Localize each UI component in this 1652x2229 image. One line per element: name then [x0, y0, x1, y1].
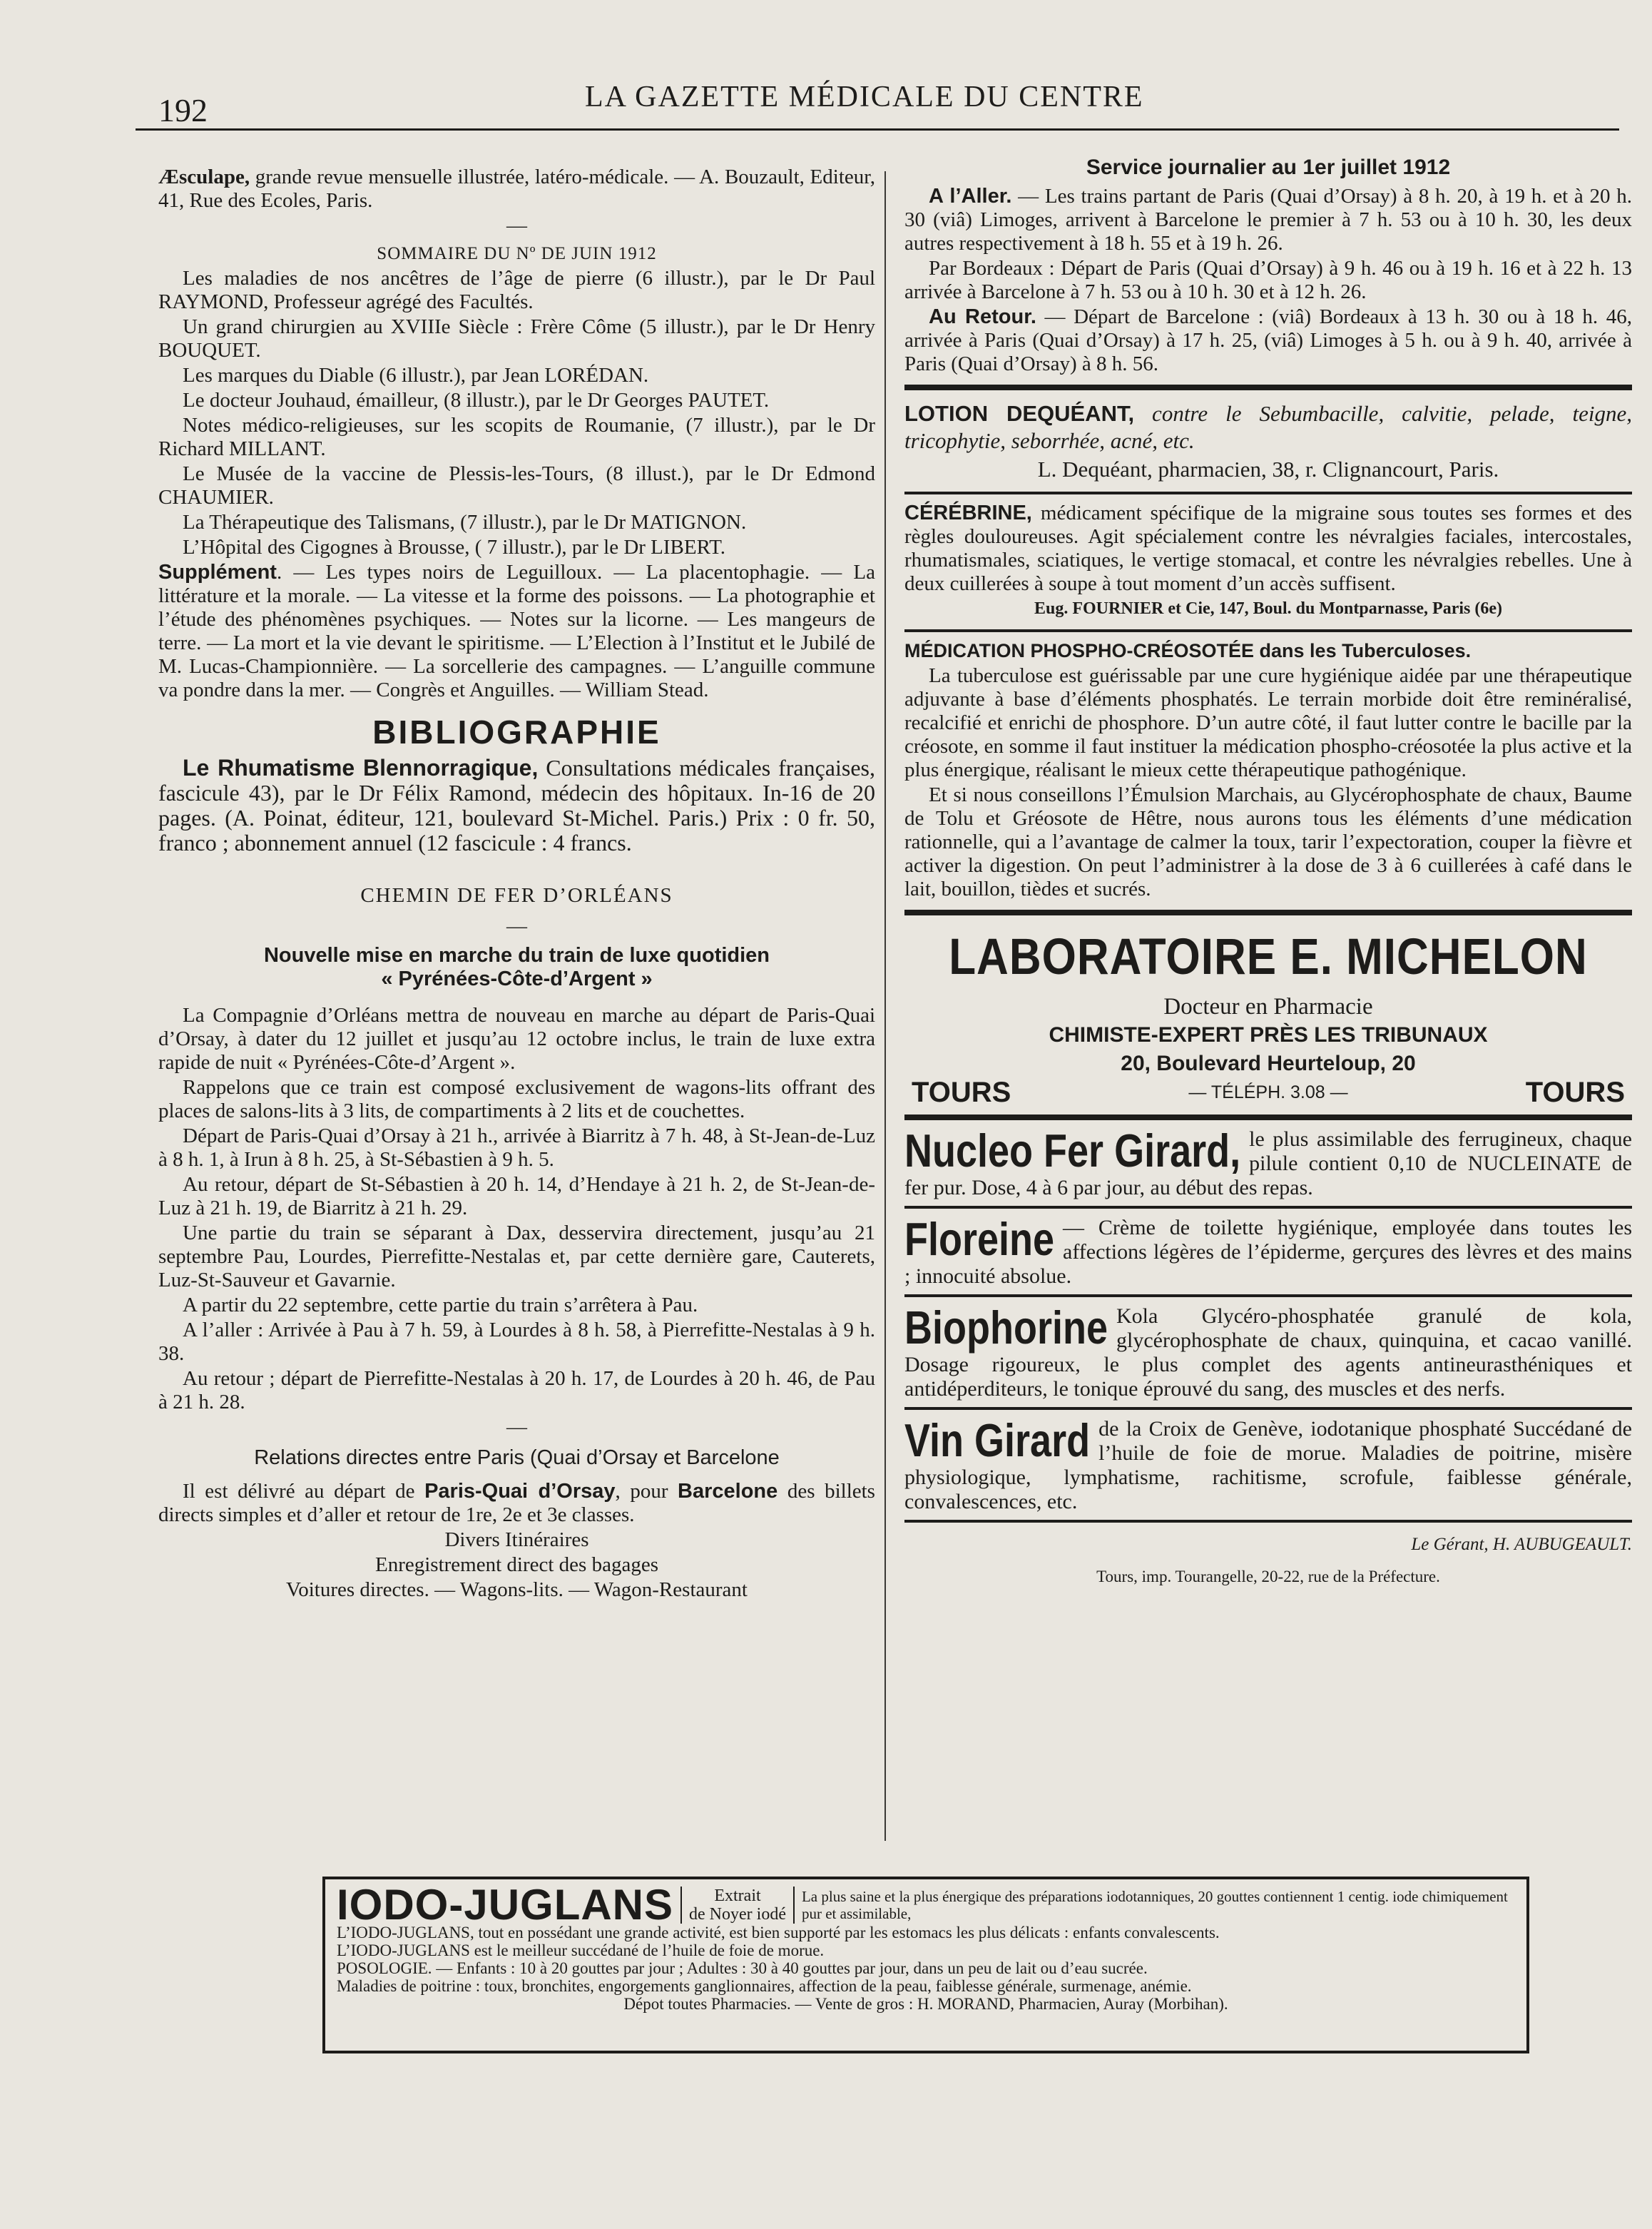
bibliographie-heading: BIBLIOGRAPHIE: [372, 714, 661, 751]
sommaire-item: Les maladies de nos ancêtres de l’âge de pierre (6 illustr.), par le Dr Paul RAYMOND, Professeur agrégé des Facultés.: [158, 267, 875, 313]
train-paragraph: Une partie du train se séparant à Dax, desservira directement, jusqu’au 21 septembre Pau, Lourdes, Pierrefitte-Nestalas et, par cette dernière gare, Cauterets, Luz-St-Sauveur et Gavarnie.: [158, 1222, 875, 1291]
sommaire-item: Un grand chirurgien au XVIIIe Siècle : Frère Côme (5 illustr.), par le Dr Henry BOUQUET.: [158, 315, 875, 362]
aller-label: A l’Aller.: [929, 185, 1012, 208]
train-paragraph: A l’aller : Arrivée à Pau à 7 h. 59, à Lourdes à 8 h. 58, à Pierrefitte-Nestalas à 9 h. 38.: [158, 1319, 875, 1365]
train-heading-line-2: « Pyrénées-Côte-d’Argent »: [381, 968, 653, 990]
header-rule: [136, 128, 1619, 131]
lotion-text: contre le Sebumbacille, calvitie, pelade, teigne, tricophytie, seborrhée, acné, etc.: [904, 401, 1632, 453]
bagages-line: Enregistrement direct des bagages: [375, 1553, 658, 1576]
biblio-book-title: Le Rhumatisme Blennorragique,: [183, 755, 539, 781]
iodo-brand: IODO-JUGLANS: [337, 1881, 674, 1929]
service-heading: Service journalier au 1er juillet 1912: [1086, 156, 1451, 179]
right-column: [904, 156, 1632, 1588]
sommaire-item: L’Hôpital des Cigognes à Brousse, ( 7 illustr.), par le Dr LIBERT.: [183, 536, 726, 559]
separator: —: [506, 915, 527, 938]
nucleo-fer-ad: [904, 1114, 1632, 1206]
floreine-brand: Floreine: [904, 1214, 1055, 1266]
supplement-text: . — Les types noirs de Leguilloux. — La placentophagie. — La littérature et la morale. — La vitesse et la forme des poissons. — La photographie et l’étude des phénomènes psychiques. — Notes sur la licorne. — Les mangeurs de terre. — La mort et la vie devant le spiritisme. — L’Election à l’Institut et le Jubilé de M. Lucas-Championnière. — La sorcellerie des campagnes. — L’anguille commune va pondre dans la mer. — Congrès et Anguilles. — William Stead.: [158, 561, 875, 701]
retour-label: Au Retour.: [929, 305, 1036, 328]
relations-text: [158, 1480, 875, 1527]
biblio-text: Consultations médicales françaises, fascicule 43), par le Dr Félix Ramond, médecin des hôpitaux. In-16 de 20 pages. (A. Poinat, éditeur, 121, boulevard St-Michel. Paris.) Prix : 0 fr. 50, franco ; abonnement annuel (12 fascicule : 4 francs.: [158, 755, 876, 855]
cerebrine-ad: [904, 492, 1632, 629]
bordeaux-entry: Par Bordeaux : Départ de Paris (Quai d’Orsay) à 9 h. 46 ou à 19 h. 16 et à 22 h. 13 arrivée à Barcelone à 7 h. 53 ou à 10 h. 30 et à 12 h. 26.: [904, 257, 1632, 303]
tours-left: TOURS: [912, 1077, 1011, 1108]
lotion-dequeant-ad: [904, 385, 1632, 492]
train-paragraph: Rappelons que ce train est composé exclusivement de wagons-lits offrant des places de salons-lits à 3 lits, de compartiments à 2 lits et de couchettes.: [158, 1076, 875, 1122]
vin-girard-ad: [904, 1407, 1632, 1520]
telephone: — TÉLÉPH. 3.08 —: [1188, 1082, 1348, 1102]
lotion-name: LOTION DEQUÉANT,: [904, 401, 1135, 426]
gerant-signature: Le Gérant, H. AUBUGEAULT.: [1411, 1535, 1632, 1554]
column-divider: [884, 171, 886, 1841]
relations-bold: Barcelone: [678, 1480, 778, 1503]
phospho-paragraph: Et si nous conseillons l’Émulsion Marchais, au Glycérophosphate de chaux, Baume de Tolu et Gréosote de Hêtre, nous aurons tous les éléments d’une médication rationnelle, qui a l’avantage de calmer la toux, tarir l’expectoration, couper la fièvre et activer la digestion. On peut l’administrer à la dose de 3 à 6 cuillerées à café dans le lait, bouillon, tièdes et sucrés.: [904, 783, 1632, 900]
train-heading-line-1: Nouvelle mise en marche du train de luxe quotidien: [263, 944, 770, 967]
iodo-juglans-ad: [322, 1877, 1529, 2053]
extrait-line: de Noyer iodé: [689, 1905, 786, 1924]
biophorine-brand: Biophorine: [904, 1302, 1108, 1354]
michelon-ad: [904, 910, 1632, 1114]
supplement-label: Supplément: [158, 561, 277, 584]
floreine-text: — Crème de toilette hygiénique, employée dans toutes les affections légères de l’épiderme, gerçures des lèvres et des mains ; innocuité absolue.: [904, 1216, 1632, 1288]
sommaire-item: Les marques du Diable (6 illustr.), par Jean LORÉDAN.: [183, 364, 649, 387]
iodo-line: L’IODO-JUGLANS, tout en possédant une grande activité, est bien supporté par les estomacs les plus délicats : enfants convalescents.: [337, 1924, 1220, 1941]
iodo-header: [337, 1881, 1515, 1929]
iodo-side-text: La plus saine et la plus énergique des préparations iodotanniques, 20 gouttes contiennent 1 centig. iode chimiquement pur et assimilable,: [801, 1888, 1508, 1922]
page-title: LA GAZETTE MÉDICALE DU CENTRE: [585, 81, 1144, 113]
iodo-depot-line: Dépot toutes Pharmacies. — Vente de gros : H. MORAND, Pharmacien, Auray (Morbihan).: [623, 1995, 1228, 2013]
train-heading: [158, 944, 875, 991]
cerebrine-address: Eug. FOURNIER et Cie, 147, Boul. du Montparnasse, Paris (6e): [1034, 599, 1502, 618]
itineraires-line: Divers Itinéraires: [444, 1528, 589, 1551]
biblio-entry: [158, 756, 875, 855]
lotion-address: L. Dequéant, pharmacien, 38, r. Clignancourt, Paris.: [1037, 457, 1499, 482]
train-paragraph: Départ de Paris-Quai d’Orsay à 21 h., arrivée à Biarritz à 7 h. 48, à St-Jean-de-Luz à 8 h. 1, à Irun à 8 h. 25, à St-Sébastien à 9 h. 5.: [158, 1124, 875, 1171]
sommaire-item: Le docteur Jouhaud, émailleur, (8 illustr.), par le Dr Georges PAUTET.: [183, 389, 770, 412]
relations-text-part: , pour: [615, 1480, 678, 1503]
page-number: 192: [158, 92, 208, 128]
nucleo-text: le plus assimilable des ferrugineux, chaque pilule contient 0,10 de NUCLEINATE de fer pur. Dose, 4 à 6 par jour, au début des repas.: [904, 1127, 1632, 1199]
phospho-paragraph: La tuberculose est guérissable par une cure hygiénique aidée par une thérapeutique adjuvante à base d’éléments phosphatés. Le terrain morbide doit être reminéralisé, recalcifié et enrichi de phosphore. D’un autre côté, il faut lutter contre le bacille par la créosote, en somme il faut instituer la médication phospho-créosotée la plus active et la plus énergique, réalisant le mieux cette thérapeutique pathogénique.: [904, 664, 1632, 781]
biophorine-ad: [904, 1294, 1632, 1407]
relations-bold: Paris-Quai d’Orsay: [424, 1480, 616, 1503]
aesculape-entry: [158, 166, 875, 213]
sommaire-title: SOMMAIRE DU Nº DE JUIN 1912: [377, 244, 657, 263]
voitures-line: Voitures directes. — Wagons-lits. — Wagon-Restaurant: [286, 1578, 748, 1601]
chemin-de-fer-heading: CHEMIN DE FER D’ORLÉANS: [360, 884, 673, 907]
phospho-title: MÉDICATION PHOSPHO-CRÉOSOTÉE dans les Tuberculoses.: [904, 640, 1472, 661]
iodo-line: POSOLOGIE. — Enfants : 10 à 20 gouttes par jour ; Adultes : 30 à 40 gouttes par jour, dans un peu de lait ou d’eau sucrée.: [337, 1959, 1148, 1977]
tours-line: [904, 1078, 1632, 1107]
iodo-extrait: [680, 1887, 795, 1924]
nucleo-brand: Nucleo Fer Girard,: [904, 1125, 1241, 1177]
iodo-line: Maladies de poitrine : toux, bronchites, engorgements ganglionnaires, affection de la peau, faiblesse générale, surmenage, anémie.: [337, 1977, 1192, 1995]
separator: —: [506, 214, 527, 237]
train-paragraph: La Compagnie d’Orléans mettra de nouveau en marche au départ de Paris-Quai d’Orsay, à dater du 12 juillet et jusqu’au 12 octobre inclus, le train de luxe extra rapide de nuit « Pyrénées-Côte-d’Argent ».: [158, 1004, 875, 1074]
left-column: [158, 166, 875, 1603]
cerebrine-name: CÉRÉBRINE,: [904, 502, 1032, 524]
retour-entry: [904, 305, 1632, 376]
iodo-line: L’IODO-JUGLANS est le meilleur succédané de l’huile de foie de morue.: [337, 1941, 825, 1959]
biophorine-text: Kola Glycéro-phosphatée granulé de kola, glycérophosphate de chaux, quinquina, et cacao vanillé. Dosage rigoureux, le plus complet des agents antineurasthéniques et antidéperditeurs, le tonique éprouvé du sang, des muscles et des nerfs.: [904, 1304, 1632, 1401]
train-paragraph: Au retour, départ de St-Sébastien à 20 h. 14, d’Hendaye à 21 h. 2, de St-Jean-de-Luz à 21 h. 19, de Biarritz à 21 h. 29.: [158, 1173, 875, 1219]
sommaire-item: Le Musée de la vaccine de Plessis-les-Tours, (8 illust.), par le Dr Edmond CHAUMIER.: [158, 462, 875, 509]
michelon-address: 20, Boulevard Heurteloup, 20: [1121, 1052, 1416, 1075]
relations-text-part: des billets directs simples et d’aller et retour de 1re, 2e et 3e classes.: [158, 1480, 875, 1526]
cerebrine-text: médicament spécifique de la migraine sous toutes ses formes et des règles douloureuses. Agit spécialement contre les névralgies faciales, intercostales, rhumatismales, sciatiques, le vertige stomacal, et contre les névralgies rebelles. Une à deux cuillerées à soupe à tout moment d’un accès suffisent.: [904, 502, 1632, 595]
sommaire-item: La Thérapeutique des Talismans, (7 illustr.), par le Dr MATIGNON.: [183, 511, 747, 534]
michelon-title: LABORATOIRE E. MICHELON: [949, 928, 1588, 986]
aesculape-text: grande revue mensuelle illustrée, latéro-médicale. — A. Bouzault, Editeur, 41, Rue des Ecoles, Paris.: [158, 166, 875, 212]
relations-heading: Relations directes entre Paris (Quai d’Orsay et Barcelone: [254, 1446, 780, 1469]
imprint-line: Tours, imp. Tourangelle, 20-22, rue de la Préfecture.: [1096, 1568, 1440, 1585]
phospho-creosotee-ad: [904, 629, 1632, 910]
train-paragraph: Au retour ; départ de Pierrefitte-Nestalas à 20 h. 17, de Lourdes à 20 h. 46, de Pau à 21 h. 28.: [158, 1367, 875, 1413]
iodo-body: [337, 1924, 1515, 2013]
extrait-line: Extrait: [714, 1887, 761, 1905]
vin-girard-text: de la Croix de Genève, iodotanique phosphaté Succédané de l’huile de foie de morue. Maladies de poitrine, misère physiologique, lymphatisme, rachitisme, scrofule, faiblesse générale, convalescences, etc.: [904, 1417, 1632, 1513]
michelon-line: Docteur en Pharmacie: [1163, 994, 1373, 1020]
sommaire-item: Notes médico-religieuses, sur les scopits de Roumanie, (7 illustr.), par le Dr Richard MILLANT.: [158, 414, 875, 460]
vin-girard-brand: Vin Girard: [904, 1415, 1091, 1467]
michelon-line: CHIMISTE-EXPERT PRÈS LES TRIBUNAUX: [1049, 1023, 1488, 1047]
aesculape-name: Æsculape,: [158, 166, 250, 188]
tours-right: TOURS: [1525, 1077, 1625, 1108]
supplement-entry: [158, 561, 875, 702]
train-paragraph: A partir du 22 septembre, cette partie du train s’arrêtera à Pau.: [183, 1294, 698, 1316]
aller-entry: [904, 185, 1632, 255]
relations-text-part: Il est délivré au départ de: [183, 1480, 425, 1503]
retour-text: — Départ de Barcelone : (viâ) Bordeaux à 13 h. 30 ou à 18 h. 46, arrivée à Paris (Quai d’Orsay) à 17 h. 25, (viâ) Limoges à 5 h. ou à 9 h. 40, arrivée à Paris (Quai d’Orsay) à 8 h. 56.: [904, 305, 1632, 375]
separator: —: [506, 1416, 527, 1438]
floreine-ad: [904, 1206, 1632, 1294]
aller-text: — Les trains partant de Paris (Quai d’Orsay) à 8 h. 20, à 19 h. et à 20 h. 30 (viâ) Limoges, arrivent à Barcelone le premier à 7 h. 53 ou à 10 h. 30, les deux autres respectivement à 18 h. 55 et à 19 h. 26.: [904, 185, 1632, 255]
